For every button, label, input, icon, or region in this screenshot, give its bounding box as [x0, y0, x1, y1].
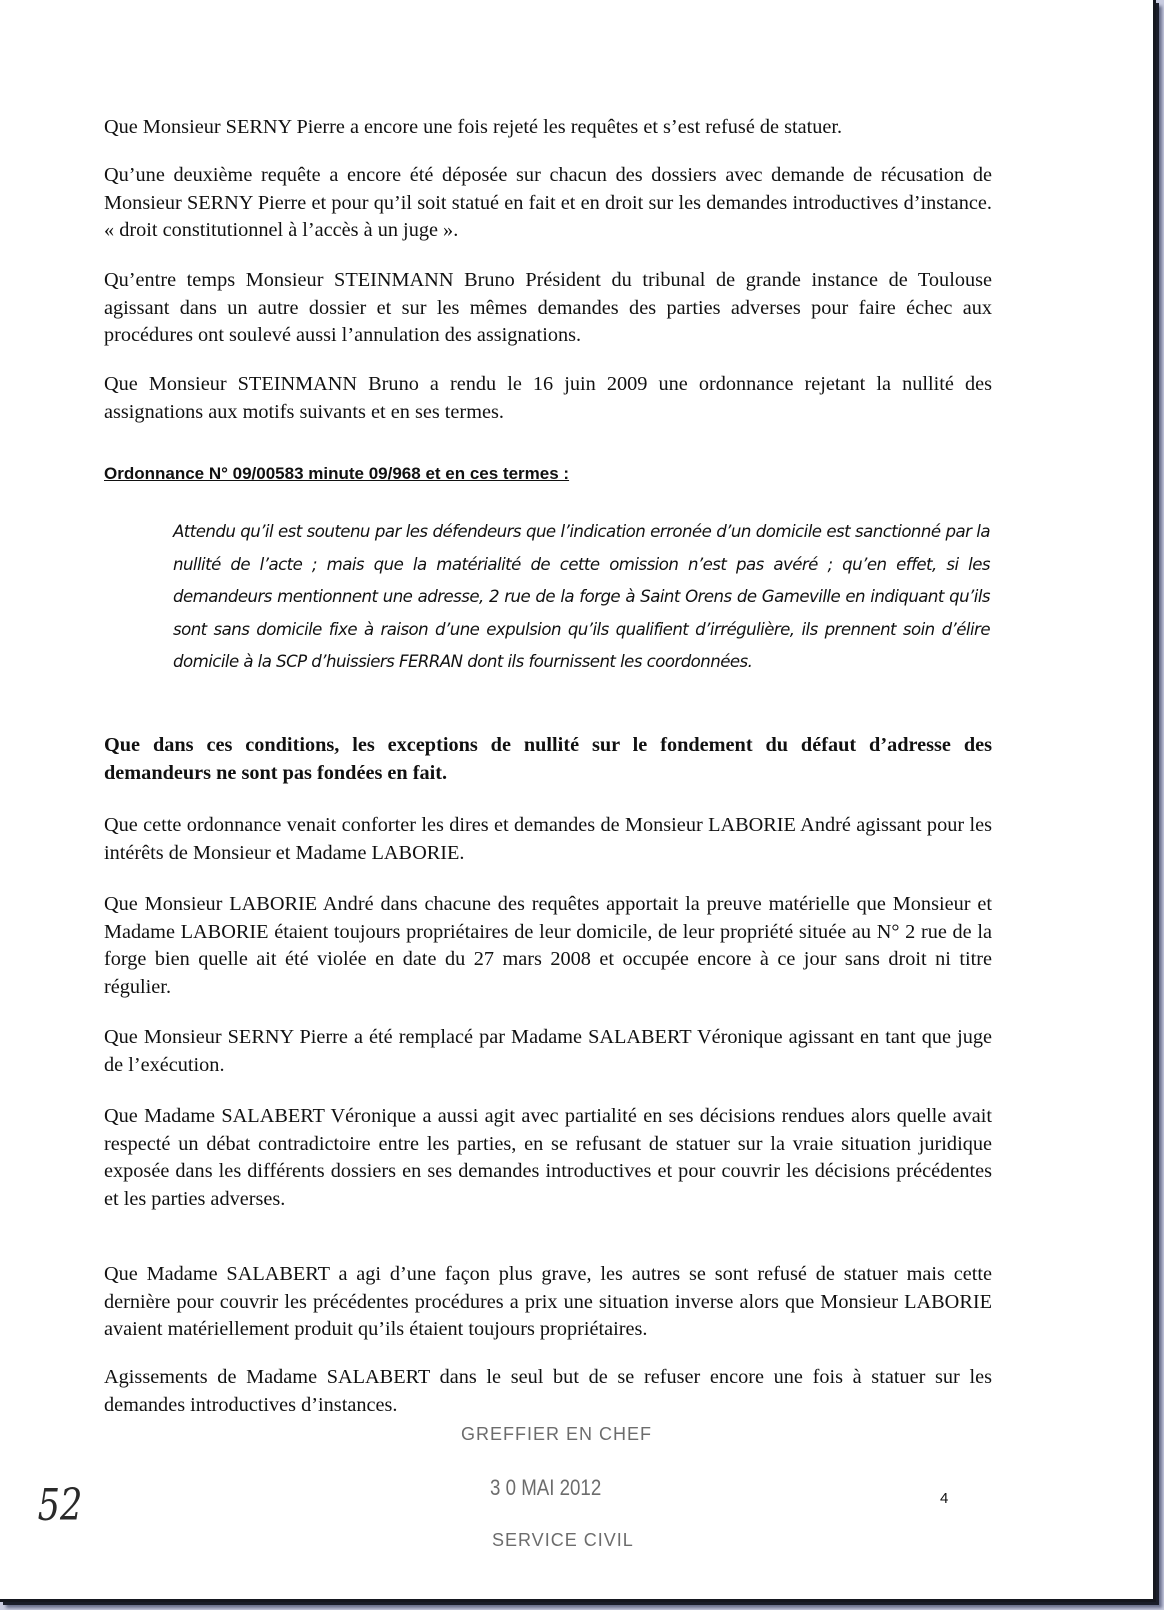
paragraph: Que Madame SALABERT Véronique a aussi agit avec partialité en ses décisions rendues alors quelle avait respecté un débat contradictoire entre les parties, en se refusant de statuer sur la vraie situation juridique exposée dans les différents dossiers en ses demandes introductives et pour couvrir les décisions précédentes et les parties adverses.: [104, 1105, 992, 1210]
stamp-date: 3 0 MAI 2012: [490, 1475, 602, 1500]
paragraph: Que Monsieur SERNY Pierre a été remplacé par Madame SALABERT Véronique agissant en tant que juge de l’exécution.: [104, 1026, 992, 1076]
paragraph: Agissements de Madame SALABERT dans le seul but de se refuser encore une fois à statuer sur les demandes introductives d’instances.: [104, 1366, 992, 1416]
stamp-greffier: GREFFIER EN CHEF: [461, 1424, 653, 1444]
page-number: 4: [940, 1490, 949, 1507]
paragraph: Qu’entre temps Monsieur STEINMANN Bruno Président du tribunal de grande instance de Toulouse agissant dans un autre dossier et sur les mêmes demandes des parties adverses pour faire échec aux procédures ont soulevé aussi l’annulation des assignations.: [104, 269, 992, 346]
paragraph: Que Monsieur STEINMANN Bruno a rendu le 16 juin 2009 une ordonnance rejetant la nullité des assignations aux motifs suivants et en ses termes.: [104, 373, 992, 423]
ordonnance-quote: Attendu qu’il est soutenu par les défendeurs que l’indication erronée d’un domicile est sanctionné par la nullité de l’acte ; mais que la matérialité de cette omission n’est pas avéré ; qu’en effet, si les demandeurs mentionnent une adresse, 2 rue de la forge à Saint Orens de Gameville en indiquant qu’ils sont sans domicile fixe à raison d’une expulsion qu’ils qualifient d’irrégulière, ils prennent soin d’élire domicile à la SCP d’huissiers FERRAN dont ils fournissent les coordonnées.: [173, 522, 990, 671]
paragraph: Que Madame SALABERT a agi d’une façon plus grave, les autres se sont refusé de statuer mais cette dernière pour couvrir les précédentes procédures a prix une situation inverse alors que Monsieur LABORIE avaient matériellement produit qu’ils étaient toujours propriétaires.: [104, 1263, 992, 1340]
handwritten-page-number: 52: [37, 1480, 83, 1531]
paragraph: Qu’une deuxième requête a encore été déposée sur chacun des dossiers avec demande de récusation de Monsieur SERNY Pierre et pour qu’il soit statué en fait et en droit sur les demandes introductives d’instance. « droit constitutionnel à l’accès à un juge ».: [104, 164, 992, 241]
stamp-service: SERVICE CIVIL: [492, 1530, 634, 1550]
paragraph: Que Monsieur SERNY Pierre a encore une fois rejeté les requêtes et s’est refusé de statuer.: [104, 116, 843, 138]
ordonnance-heading: Ordonnance N° 09/00583 minute 09/968 et en ces termes :: [104, 464, 570, 483]
paragraph: Que cette ordonnance venait conforter les dires et demandes de Monsieur LABORIE André agissant pour les intérêts de Monsieur et Madame LABORIE.: [104, 814, 992, 864]
paragraph: Que Monsieur LABORIE André dans chacune des requêtes apportait la preuve matérielle que Monsieur et Madame LABORIE étaient toujours propriétaires de leur domicile, de leur propriété située au N° 2 rue de la forge bien quelle ait été violée en date du 27 mars 2008 et occupée encore à ce jour sans droit ni titre régulier.: [104, 893, 992, 998]
bold-conclusion: Que dans ces conditions, les exceptions de nullité sur le fondement du défaut d’adresse des demandeurs ne sont pas fondées en fait.: [104, 734, 992, 784]
